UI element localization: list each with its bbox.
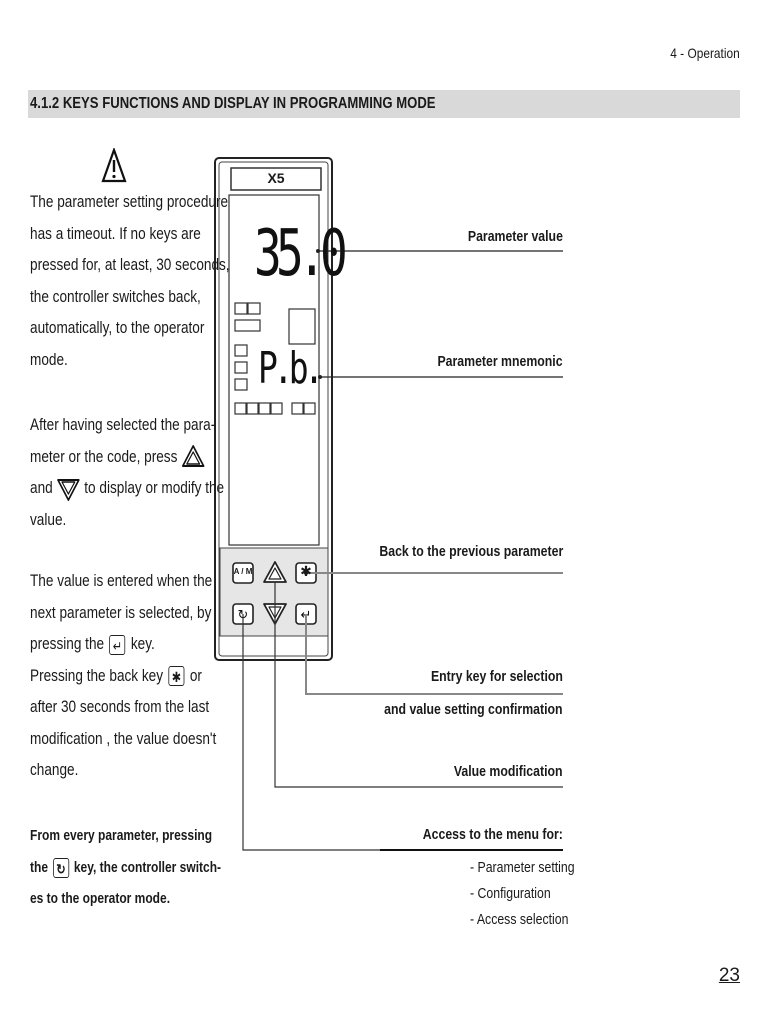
text-line: after 30 seconds from the last [30,697,210,716]
text-fragment: or [189,665,202,685]
indicator [248,303,260,314]
text-line: es to the operator mode. [30,890,171,907]
label-entry-key-line1: Entry key for selection [431,668,563,685]
menu-item: - Parameter setting [470,859,575,876]
text-line: next parameter is selected, by [30,602,212,622]
enter-key-icon: ↵ [109,635,125,655]
label-access-menu: Access to the menu for: [422,826,563,843]
warning-line: mode. [30,349,68,369]
text-fragment: to display or modify the [84,478,225,497]
enter-icon: ↵ [300,608,312,623]
label-parameter-mnemonic: Parameter mnemonic [437,353,563,370]
text-fragment: key, the controller switch- [73,858,222,876]
text-fragment: Pressing the back key [30,665,164,685]
text-line: After having selected the para- [30,415,216,434]
indicator [259,403,270,414]
indicator [271,403,282,414]
text-fragment: the [30,858,48,876]
section-title: 4.1.2 KEYS FUNCTIONS AND DISPLAY IN PROGRAMMING MODE [30,95,436,112]
am-key-label[interactable]: A / M [233,567,253,576]
back-star-key-icon: ✱ [168,666,184,686]
text-line: change. [30,760,79,779]
text-line: value. [30,509,67,529]
text-fragment: pressing the [30,634,105,653]
leader-access-menu [243,614,563,850]
text-line: The value is entered when the [30,571,213,590]
indicator [235,403,246,414]
text-line: modification , the value doesn't [30,728,217,748]
text-fragment: key. [130,634,155,653]
chapter-header: 4 - Operation [670,45,740,61]
label-value-modification: Value modification [454,763,563,780]
indicator [235,362,247,373]
warning-line: The parameter setting procedure [30,192,229,211]
parameter-mnemonic-display: P.b. [258,343,320,394]
text-line: From every parameter, pressing [30,827,213,844]
warning-line: the controller switches back, [30,286,201,306]
indicator [292,403,303,414]
menu-loop-icon: ↻ [237,608,249,623]
warning-line: has a timeout. If no keys are [30,223,201,243]
menu-items-list [470,855,575,933]
menu-loop-key-icon: ↻ [53,858,69,878]
label-entry-key-line2: and value setting confirmation [384,701,563,718]
text-fragment: meter or the code, press [30,446,178,466]
indicator [235,345,247,356]
warning-line: automatically, to the operator [30,318,205,337]
label-back-previous: Back to the previous parameter [379,543,563,560]
menu-item: - Access selection [470,911,569,928]
warning-line: pressed for, at least, 30 seconds, [30,255,230,274]
menu-item: - Configuration [470,885,551,902]
parameter-value-display: 35.0 [254,217,342,291]
model-label: X5 [267,170,285,186]
indicator [235,303,247,314]
star-key-label[interactable]: ✱ [300,564,312,580]
indicator [235,379,247,390]
indicator [247,403,258,414]
text-fragment: and [30,478,53,497]
page-number: 23 [718,965,740,986]
indicator [235,320,260,331]
label-parameter-value: Parameter value [467,228,563,245]
unit-display-box [289,309,315,344]
indicator [304,403,315,414]
